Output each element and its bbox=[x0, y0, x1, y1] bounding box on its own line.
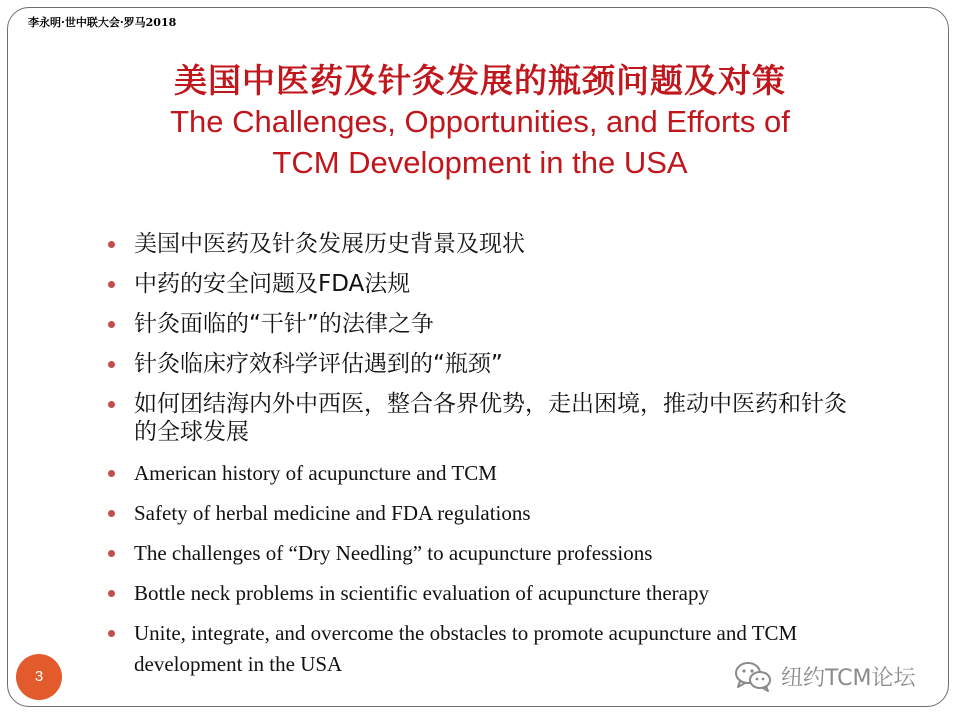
bullet-item-zh bbox=[108, 350, 868, 378]
conference-tag: 李永明·世中联大会·罗马2018 bbox=[28, 16, 177, 29]
watermark-text: 纽约TCM论坛 bbox=[781, 665, 916, 691]
bullet-item-zh bbox=[108, 230, 868, 258]
bullet-dot-icon bbox=[108, 361, 115, 368]
watermark bbox=[733, 656, 916, 696]
bullet-item-zh bbox=[108, 270, 868, 298]
bullet-list bbox=[108, 230, 868, 689]
bullet-dot-icon bbox=[108, 401, 115, 408]
bullet-text: Safety of herbal medicine and FDA regulations bbox=[134, 501, 531, 525]
wechat-icon bbox=[733, 659, 773, 693]
bullet-dot-icon bbox=[108, 241, 115, 248]
title-chinese: 美国中医药及针灸发展的瓶颈问题及对策 bbox=[174, 61, 786, 100]
title-english bbox=[0, 101, 960, 183]
bullet-text: Unite, integrate, and overcome the obstacles to promote acupuncture and TCM development in the USA bbox=[134, 621, 798, 676]
bullet-dot-icon bbox=[108, 550, 115, 557]
bullet-item-zh bbox=[108, 310, 868, 338]
bullet-text: Bottle neck problems in scientific evaluation of acupuncture therapy bbox=[134, 581, 709, 605]
bullet-text: American history of acupuncture and TCM bbox=[134, 461, 497, 485]
bullet-dot-icon bbox=[108, 321, 115, 328]
bullet-text: 美国中医药及针灸发展历史背景及现状 bbox=[134, 231, 525, 257]
bullet-text: 如何团结海内外中西医，整合各界优势，走出困境，推动中医药和针灸的全球发展 bbox=[134, 391, 847, 445]
bullet-dot-icon bbox=[108, 590, 115, 597]
bullet-item-en bbox=[108, 498, 868, 529]
bullet-text: 针灸临床疗效科学评估遇到的“瓶颈” bbox=[134, 351, 503, 377]
bullet-text: The challenges of “Dry Needling” to acupuncture professions bbox=[134, 541, 653, 565]
bullet-dot-icon bbox=[108, 510, 115, 517]
bullet-item-en bbox=[108, 538, 868, 569]
bullet-dot-icon bbox=[108, 281, 115, 288]
bullet-text: 中药的安全问题及FDA法规 bbox=[134, 271, 411, 297]
bullet-text: 针灸面临的“干针”的法律之争 bbox=[134, 311, 434, 337]
title-english-line-2: TCM Development in the USA bbox=[272, 145, 688, 180]
bullet-item-zh bbox=[108, 390, 868, 446]
title-english-line-1: The Challenges, Opportunities, and Efforts of bbox=[170, 104, 790, 139]
page-number-badge: 3 bbox=[16, 654, 62, 700]
bullet-dot-icon bbox=[108, 470, 115, 477]
bullet-item-en bbox=[108, 458, 868, 489]
bullet-item-en bbox=[108, 578, 868, 609]
bullet-dot-icon bbox=[108, 630, 115, 637]
